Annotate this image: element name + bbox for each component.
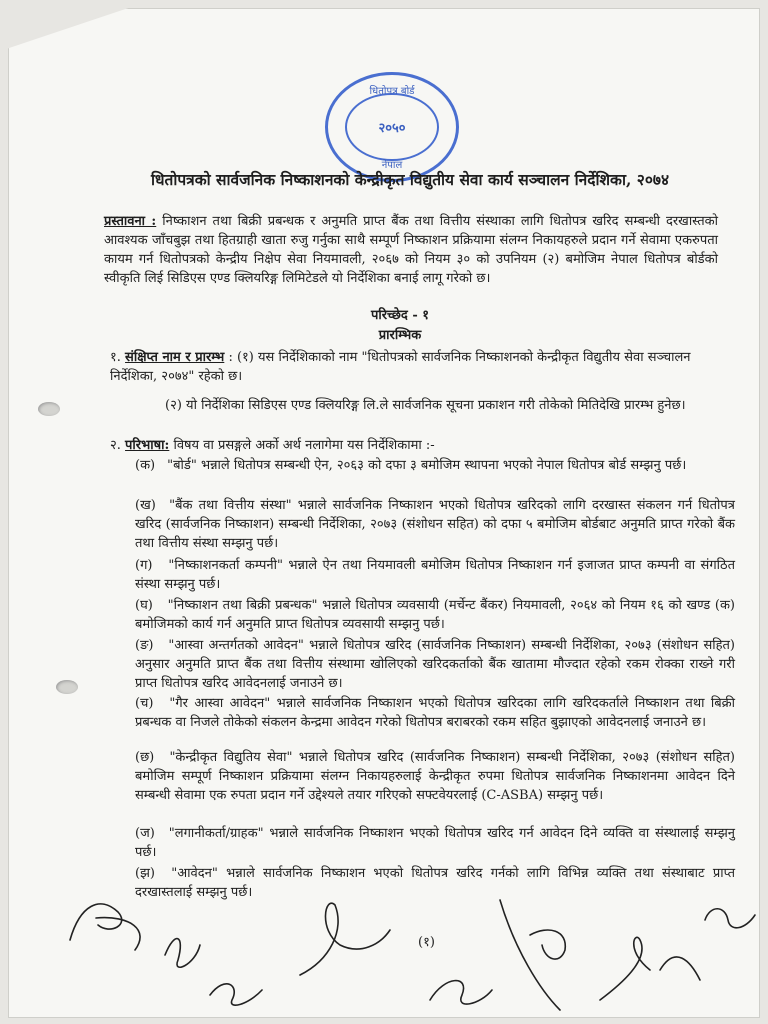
signature-5: [430, 981, 492, 1004]
definition-text: "आस्वा अन्तर्गतको आवेदन" भन्नाले धितोपत्र खरिद (सार्वजनिक निष्काशन) सम्बन्धी निर्देशिका, २०७३ (संशोधन सहित) अनुसार अनुमति प्राप्त बैंक तथा वित्तीय संस्थामा खोलिएको खरिदकर्ताको बैंक खातामा मौज्दात रहेको रकम रोक्का राख्ने गरी प्राप्त धितोपत्र खरिद आवेदनलाई जनाउने छ।: [135, 638, 735, 691]
section-1-sub2: (२) यो निर्देशिका सिडिएस एण्ड क्लियरिङ्ग लि.ले सार्वजनिक सूचना प्रकाशन गरी तोकेको मितिदेखि प्रारम्भ हुनेछ।: [165, 398, 686, 413]
section-1-sub1: : (१) यस निर्देशिकाको नाम "धितोपत्रको सार्वजनिक निष्काशनको केन्द्रीकृत विद्युतीय सेवा सञ्चालन निर्देशिका, २०७४" रहेको छ।: [110, 350, 691, 384]
definition-text: "आवेदन" भन्नाले सार्वजनिक निष्काशन भएको धितोपत्र खरिद गर्नको लागि विभिन्न व्यक्ति तथा संस्थाबाट प्राप्त दरखास्तलाई सम्झनु पर्छ।: [135, 866, 735, 900]
seal-bottom-text: नेपाल: [381, 160, 403, 171]
definition-label: (झ): [135, 866, 155, 881]
definition-label: (च): [135, 696, 154, 711]
definition-text: "निष्काशन तथा बिक्री प्रबन्धक" भन्नाले धितोपत्र व्यवसायी (मर्चेन्ट बैंकर) नियमावली, २०६४ को नियम १६ को खण्ड (क) बमोजिमको कार्य गर्न अनुमति प्राप्त धितोपत्र व्यवसायी सम्झनु पर्छ।: [135, 598, 735, 632]
definition-label: (घ): [135, 598, 153, 613]
seal-year: २०५०: [378, 121, 406, 136]
signature-6: [500, 900, 560, 1010]
signature-2: [165, 939, 200, 968]
definition-label: (क): [135, 458, 156, 473]
section-1-heading: संक्षिप्त नाम र प्रारम्भ: [125, 350, 225, 365]
signature-8: [600, 937, 650, 1000]
signature-1: [70, 904, 140, 950]
definition-label: (ग): [135, 558, 153, 573]
section-2-heading: परिभाषा:: [125, 438, 170, 453]
definition-text: "लगानीकर्ता/ग्राहक" भन्नाले सार्वजनिक निष्काशन भएको धितोपत्र खरिद गर्न आवेदन दिने व्यक्ति वा संस्थालाई सम्झनु पर्छ।: [135, 826, 735, 860]
signature-10: [705, 909, 755, 928]
section-2-number: २.: [110, 438, 121, 453]
preamble-text: निष्काशन तथा बिक्री प्रबन्धक र अनुमति प्राप्त बैंक तथा वित्तीय संस्थाका लागि धितोपत्र खरिद सम्बन्धी दरखास्तको आवश्यक जाँचबुझ तथा हितग्राही खाता रुजु गर्नुका साथै सम्पूर्ण निष्काशन प्रक्रियामा संलग्न निकायहरुले प्रदान गर्ने सेवामा एकरुपता कायम गर्न धितोपत्रको केन्द्रीय निक्षेप सेवा नियमावली, २०६७ को नियम ३० को उपनियम (२) बमोजिम नेपाल धितोपत्र बोर्डको स्वीकृति लिई सिडिएस एण्ड क्लियरिङ्ग लिमिटेडले यो निर्देशिका बनाई लागू गरेको छ।: [104, 214, 719, 286]
chapter-number: परिच्छेद - १: [370, 308, 430, 323]
page-number: (१): [418, 935, 435, 950]
definition-text: "बैंक तथा वित्तीय संस्था" भन्नाले सार्वजनिक निष्काशन भएको धितोपत्र खरिदको लागि दरखास्त संकलन गर्न धितोपत्र खरिद (सार्वजनिक निष्काशन) सम्बन्धी निर्देशिका, २०७३ (संशोधन सहित) को दफा ५ बमोजिम बोर्डबाट अनुमति प्राप्त गरेको बैंक तथा वित्तीय संस्था सम्झनु पर्छ।: [135, 498, 735, 551]
signature-9: [660, 957, 700, 980]
section-1-number: १.: [110, 350, 121, 365]
signature-4: [300, 903, 390, 975]
definition-text: "केन्द्रीकृत विद्युतिय सेवा" भन्नाले धितोपत्र खरिद (सार्वजनिक निष्काशन) सम्बन्धी निर्देशिका, २०७३ (संशोधन सहित) बमोजिम सम्पूर्ण निष्काशन प्रक्रियामा संलग्न निकायहरुलाई केन्द्रीकृत रुपमा धितोपत्र सार्वजनिक निष्काशनमा आवेदन दिने सम्बन्धी सेवामा एक रुपता प्रदान गर्ने उद्देश्यले तयार गरिएको सफ्टवेयरलाई (C-ASBA) सम्झनु पर्छ।: [135, 750, 735, 803]
chapter-name: प्रारम्भिक: [378, 328, 422, 343]
definition-label: (ज): [135, 826, 155, 841]
definition-text: "निष्काशनकर्ता कम्पनी" भन्नाले ऐन तथा नियमावली बमोजिम धितोपत्र निष्काशन गर्न इजाजत प्राप्त कम्पनी वा संगठित संस्था सम्झनु पर्छ।: [135, 558, 735, 592]
document-title: धितोपत्रको सार्वजनिक निष्काशनको केन्द्रीकृत विद्युतीय सेवा कार्य सञ्चालन निर्देशिका, २०७४: [150, 170, 670, 189]
signature-3: [210, 984, 262, 1005]
seal-ring-text: धितोपत्र बोर्ड: [369, 86, 415, 97]
preamble-label: प्रस्तावना :: [104, 214, 157, 229]
definition-text: "बोर्ड" भन्नाले धितोपत्र सम्बन्धी ऐन, २०६३ को दफा ३ बमोजिम स्थापना भएको नेपाल धितोपत्र बोर्ड सम्झनु पर्छ।: [167, 458, 687, 473]
definition-label: (ङ): [135, 638, 154, 653]
definition-text: "गैर आस्वा आवेदन" भन्नाले सार्वजनिक निष्काशन भएको धितोपत्र खरिदका लागि खरिदकर्ताले निष्काशन तथा बिक्री प्रबन्धक वा निजले तोकेको संकलन केन्द्रमा आवेदन गरेको धितोपत्र बराबरको रकम सहित बुझाएको आवेदनलाई जनाउने छ।: [135, 696, 735, 730]
section-2-intro: विषय वा प्रसङ्गले अर्को अर्थ नलागेमा यस निर्देशिकामा :-: [173, 438, 435, 453]
signature-7: [530, 930, 565, 959]
definition-label: (छ): [135, 750, 155, 765]
definition-label: (ख): [135, 498, 156, 513]
